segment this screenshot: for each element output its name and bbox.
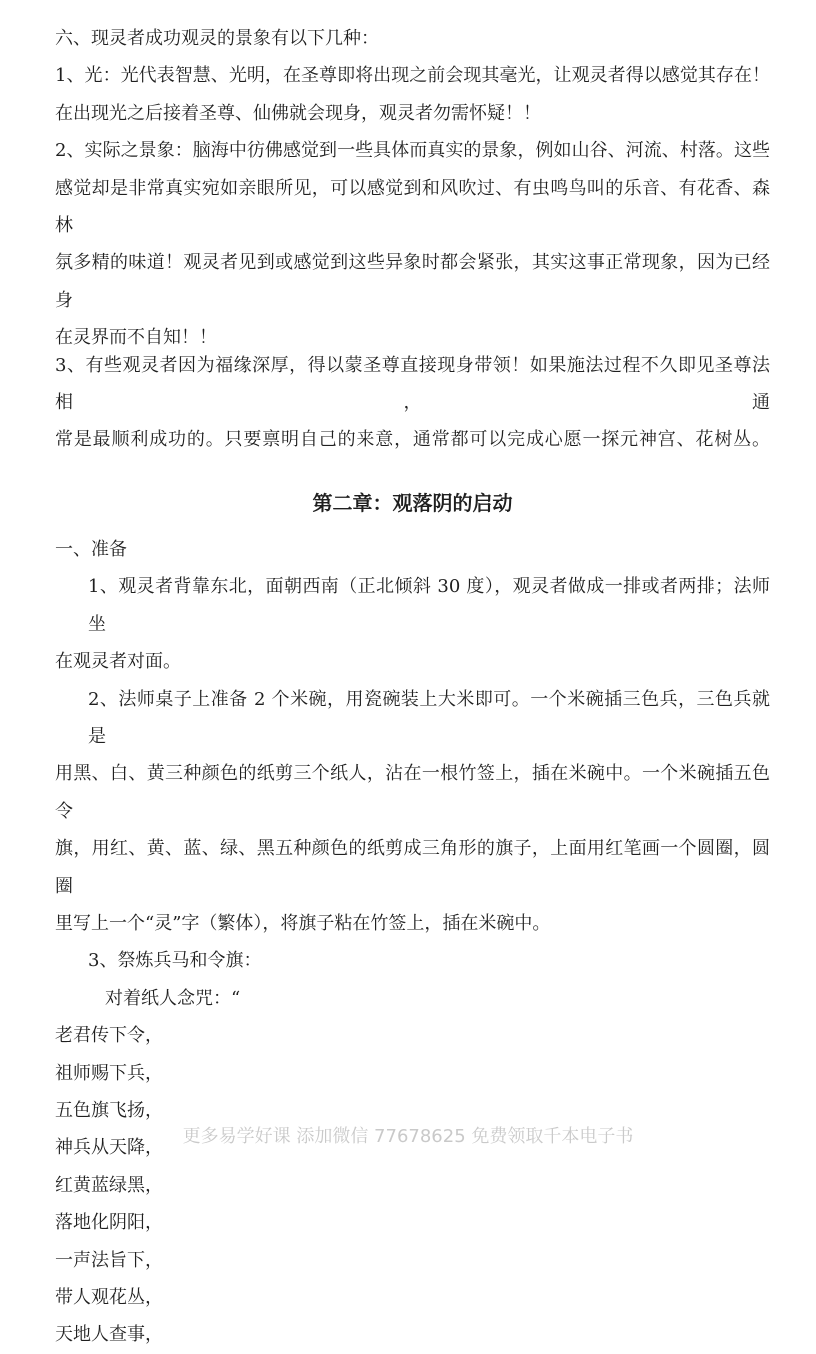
chant-line: 祖师赐下兵， bbox=[55, 1062, 163, 1084]
chant-line: 神兵从天降， bbox=[55, 1137, 163, 1159]
chant-line: 老君传下令， bbox=[55, 1025, 163, 1047]
document-body bbox=[55, 20, 770, 1354]
chant-line: 天地人查事， bbox=[55, 1324, 163, 1346]
text-line: 用黑、白、黄三种颜色的纸剪三个纸人，沾在一根竹签上，插在米碗中。一个米碗插五色令 bbox=[55, 763, 770, 822]
text-line: 感觉却是非常真实宛如亲眼所见，可以感觉到和风吹过、有虫鸣鸟叫的乐音、有花香、森林 bbox=[55, 177, 770, 237]
chant-line: 落地化阴阳， bbox=[55, 1212, 163, 1234]
step3-title-line: 3、祭炼兵马和令旗： bbox=[88, 950, 262, 972]
chapter-heading: 第二章：观落阴的启动 bbox=[312, 490, 513, 515]
text-line: 在出现光之后接着圣尊、仙佛就会现身，观灵者勿需怀疑！！ bbox=[55, 102, 541, 124]
chant-line: 红黄蓝绿黑， bbox=[55, 1174, 163, 1196]
text-line: 3、有些观灵者因为福缘深厚，得以蒙圣尊直接现身带领！如果施法过程不久即见圣尊法相，通 bbox=[55, 354, 770, 414]
chant-line: 一声法旨下， bbox=[55, 1249, 163, 1271]
prep-section-title: 一、准备 bbox=[55, 538, 127, 560]
text-line: 1、观灵者背靠东北，面朝西南（正北倾斜 30 度），观灵者做成一排或者两排；法师坐 bbox=[88, 576, 770, 635]
text-line: 在观灵者对面。 bbox=[55, 651, 181, 673]
text-line: 氛多精的味道！观灵者见到或感觉到这些异象时都会紧张，其实这事正常现象，因为已经身 bbox=[55, 252, 770, 311]
chant-intro-line: 对着纸人念咒：“ bbox=[105, 987, 241, 1009]
watermark-footer: 更多易学好课 添加微信 77678625 免费领取千本电子书 bbox=[182, 1126, 634, 1147]
text-line: 2、实际之景象：脑海中彷佛感觉到一些具体而真实的景象，例如山谷、河流、村落。这些 bbox=[55, 140, 770, 162]
text-line: 2、法师桌子上准备 2 个米碗，用瓷碗装上大米即可。一个米碗插三色兵，三色兵就是 bbox=[88, 688, 770, 747]
text-line: 旗，用红、黄、蓝、绿、黑五种颜色的纸剪成三角形的旗子，上面用红笔画一个圆圈，圆圈 bbox=[55, 838, 770, 897]
chant-line: 带人观花丛， bbox=[55, 1287, 163, 1308]
text-line: 里写上一个“灵”字（繁体），将旗子粘在竹签上，插在米碗中。 bbox=[55, 912, 551, 934]
text-line: 在灵界而不自知！！ bbox=[55, 327, 217, 349]
text-line: 常是最顺利成功的。只要禀明自己的来意，通常都可以完成心愿一探元神宫、花树丛。 bbox=[55, 429, 770, 451]
section-intro-line: 六、现灵者成功观灵的景象有以下几种： bbox=[55, 28, 379, 49]
text-line: 1、光：光代表智慧、光明，在圣尊即将出现之前会现其毫光，让观灵者得以感觉其存在！ bbox=[55, 65, 770, 87]
chant-line: 五色旗飞扬， bbox=[55, 1099, 163, 1121]
